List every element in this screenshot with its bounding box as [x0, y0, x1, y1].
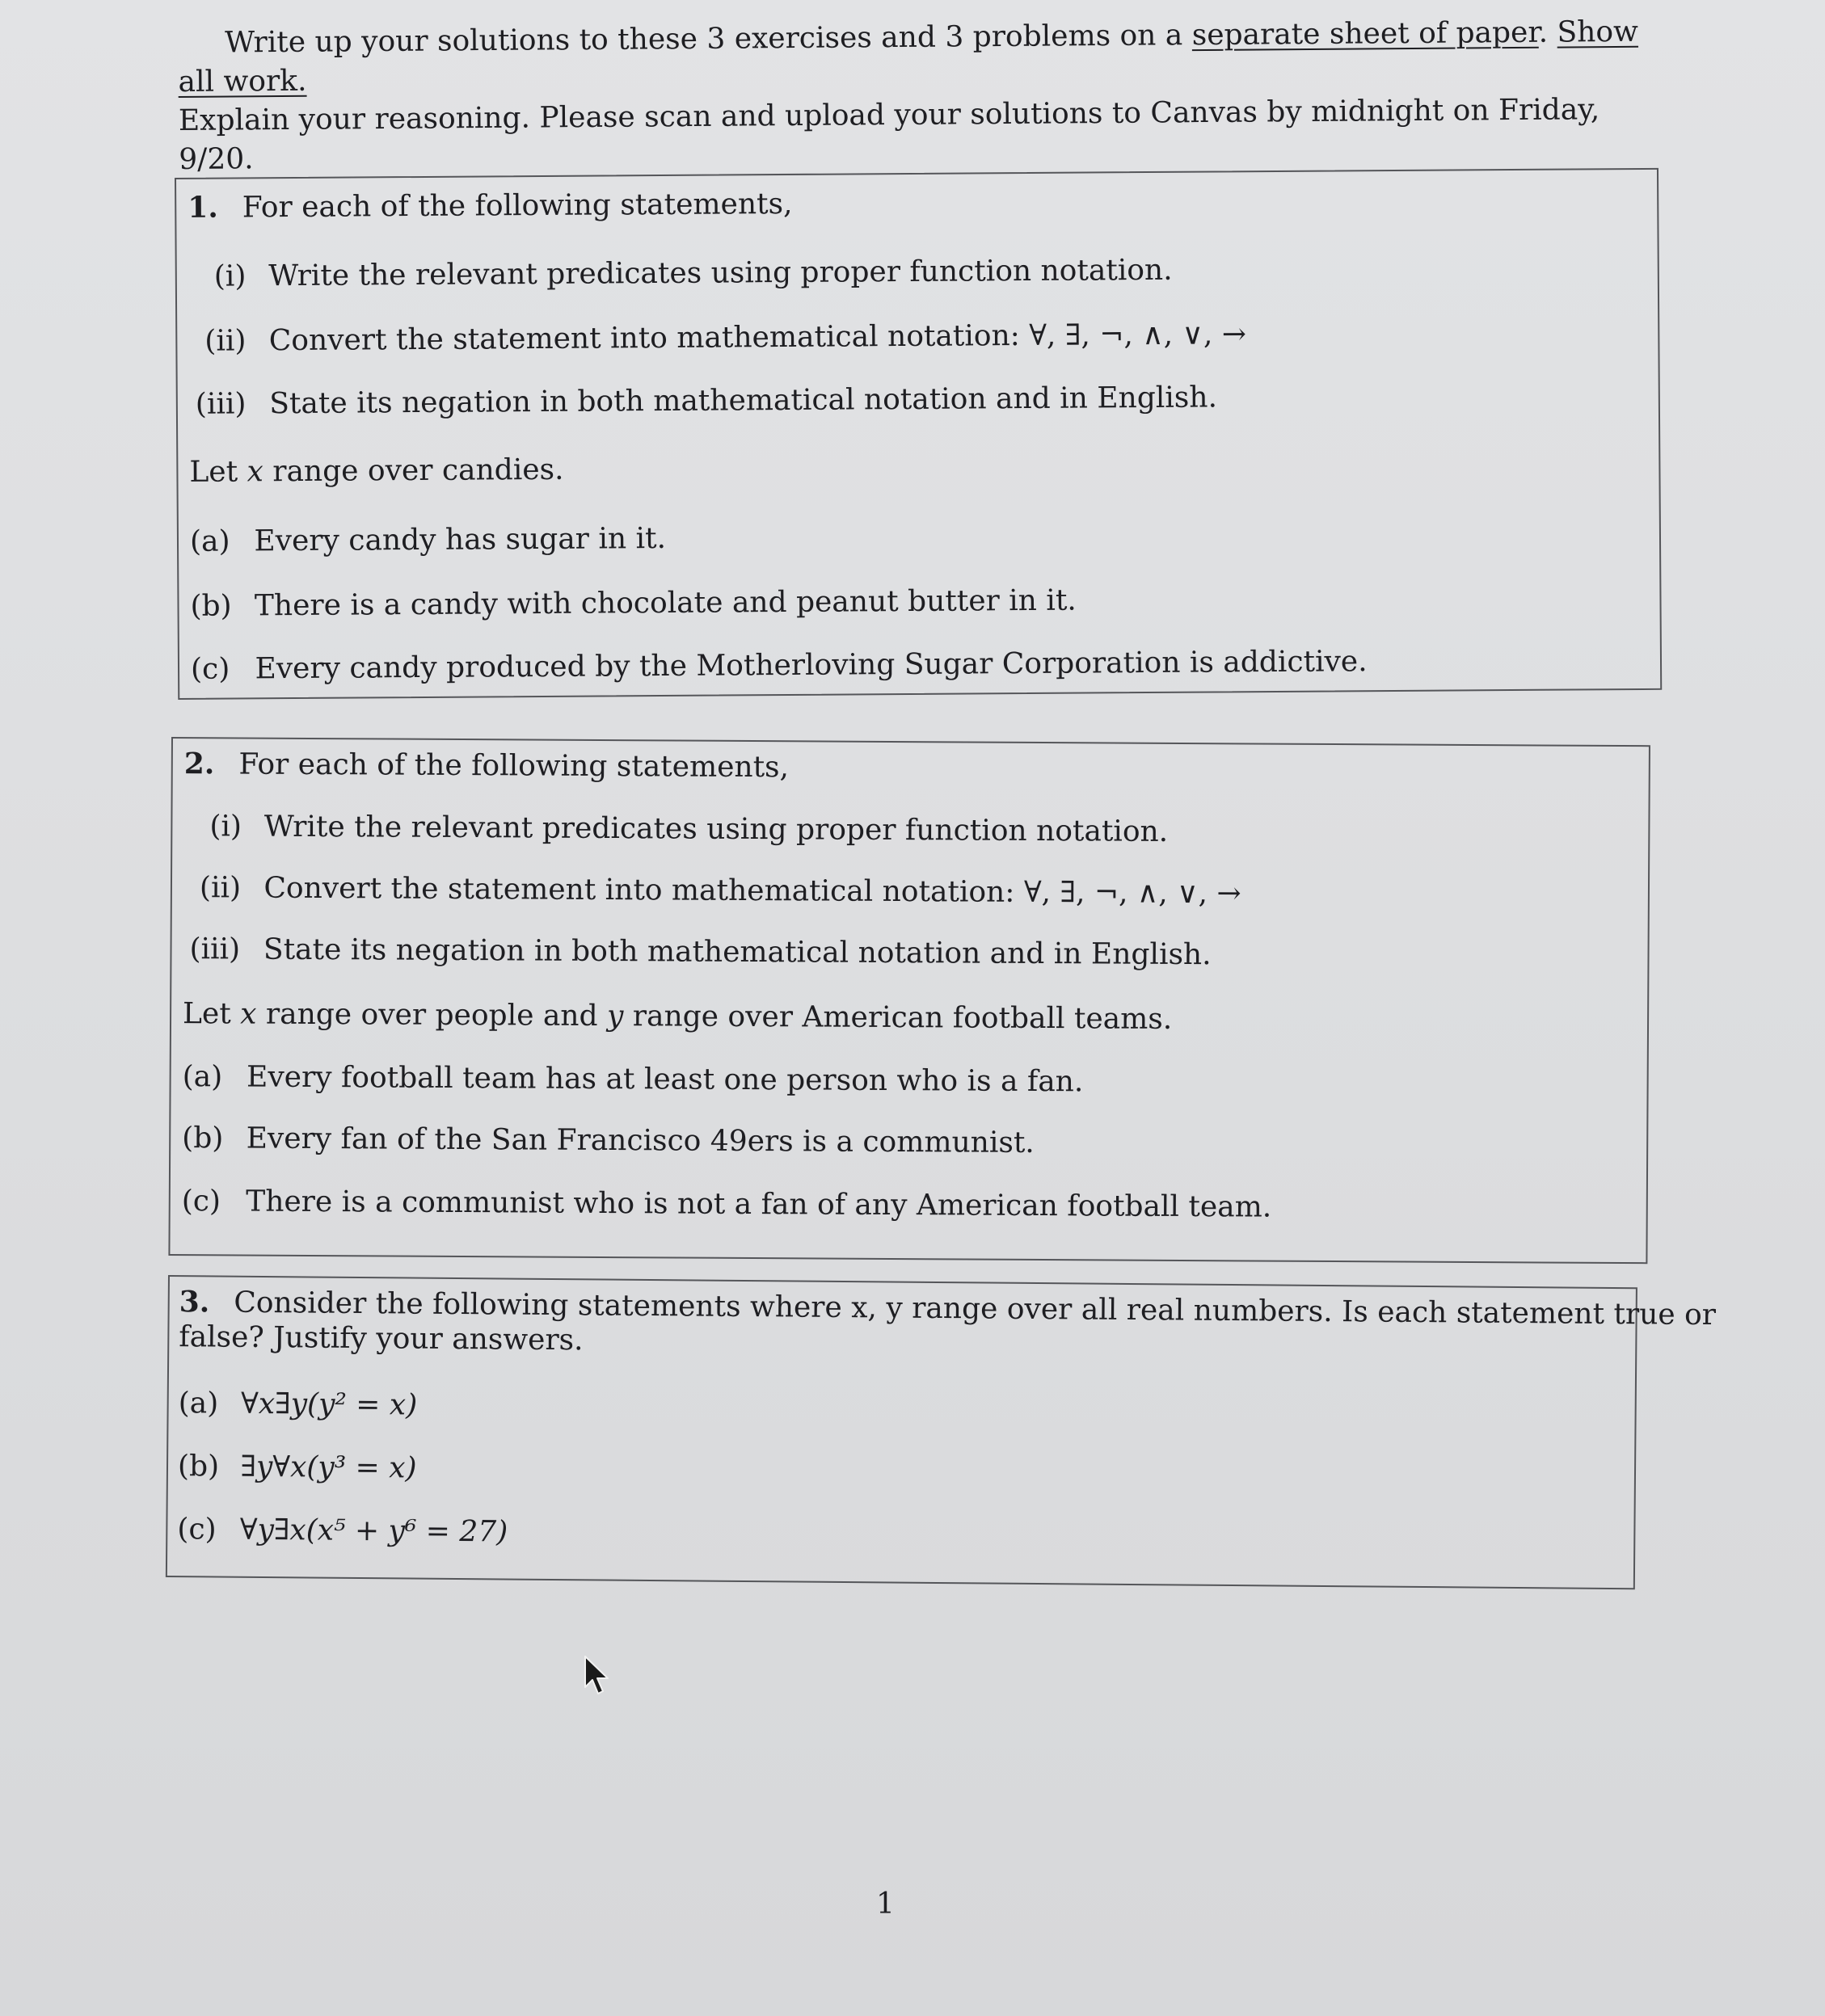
step-text: State its negation in both mathematical notation and in English. — [263, 932, 1212, 972]
problem-2-box — [168, 737, 1650, 1264]
item-label: (b) — [182, 1122, 224, 1155]
problem-1-heading: For each of the following statements, — [242, 187, 793, 225]
item-label: (a) — [189, 524, 230, 558]
domain-variable: y — [606, 1000, 624, 1033]
item-label: (c) — [181, 1185, 221, 1218]
problem-2-item-a — [183, 1060, 1084, 1098]
problem-2-step-iii — [189, 932, 1211, 971]
step-label: (iii) — [189, 932, 241, 966]
problem-1-item-a — [190, 522, 666, 558]
instructions-period: . — [1538, 15, 1549, 49]
problem-3-item-a — [178, 1387, 417, 1421]
problem-1-box — [175, 168, 1662, 700]
step-text: Write the relevant predicates using proper function notation. — [268, 253, 1173, 293]
step-text: Write the relevant predicates using proper function notation. — [263, 810, 1169, 848]
instructions — [178, 12, 1682, 179]
mouse-pointer-icon — [584, 1655, 611, 1697]
domain-text: Let — [189, 455, 247, 489]
problem-1-item-b — [190, 584, 1077, 623]
item-formula: ∀y∃x(x⁵ + y⁶ = 27) — [239, 1513, 508, 1549]
problem-2-item-b — [182, 1122, 1035, 1160]
domain-text: range over people and — [256, 997, 608, 1033]
domain-variable: x — [247, 455, 263, 489]
problem-2-step-ii — [200, 871, 1241, 910]
problem-2-step-i — [209, 810, 1168, 848]
problem-3-heading: Consider the following statements where x, y range over all real numbers. Is each statement true or — [234, 1286, 1717, 1332]
item-text: Every candy has sugar in it. — [254, 521, 667, 558]
item-label: (a) — [178, 1387, 219, 1420]
step-text: State its negation in both mathematical notation and in English. — [269, 381, 1218, 421]
page-number: 1 — [876, 1888, 895, 1921]
item-text: There is a candy with chocolate and peanut butter in it. — [254, 583, 1077, 623]
problem-1-step-i — [214, 254, 1173, 293]
step-label: (iii) — [195, 387, 247, 421]
problem-2-item-c — [182, 1185, 1272, 1224]
item-label: (c) — [177, 1513, 217, 1547]
item-label: (c) — [190, 652, 230, 686]
problem-2-domain — [183, 997, 1172, 1036]
item-text: Every football team has at least one person who is a fan. — [246, 1060, 1084, 1099]
step-label: (ii) — [199, 871, 242, 905]
instructions-show-work: Show all work. — [178, 15, 1639, 99]
item-formula: ∀x∃y(y² = x) — [240, 1387, 418, 1422]
instructions-separate-sheet: separate sheet of paper — [1191, 15, 1539, 53]
problem-2-number: 2. — [183, 747, 215, 781]
problem-1-step-iii — [196, 381, 1217, 420]
item-label: (a) — [182, 1060, 223, 1094]
step-text: Convert the statement into mathematical notation: ∀, ∃, ¬, ∧, ∨, → — [263, 871, 1241, 911]
problem-1-item-c — [191, 645, 1368, 686]
problem-1-number: 1. — [188, 190, 218, 225]
item-text: There is a communist who is not a fan of any American football team. — [246, 1185, 1272, 1224]
step-label: (i) — [209, 810, 242, 844]
instructions-line-1: Write up your solutions to these 3 exercises and 3 problems on a — [225, 19, 1183, 60]
problem-2-heading: For each of the following statements, — [238, 747, 790, 785]
domain-variable: x — [240, 997, 257, 1031]
item-formula: ∃y∀x(y³ = x) — [240, 1450, 417, 1485]
problem-3-box — [166, 1275, 1717, 1589]
problem-3-item-b — [178, 1450, 417, 1484]
item-label: (b) — [177, 1450, 220, 1484]
item-label: (b) — [190, 589, 232, 623]
problem-1-step-ii — [204, 318, 1246, 358]
problem-3-item-c — [177, 1513, 508, 1548]
domain-text: Let — [182, 997, 241, 1031]
item-text: Every candy produced by the Motherloving Sugar Corporation is addictive. — [255, 645, 1368, 686]
item-text: Every fan of the San Francisco 49ers is a communist. — [246, 1122, 1035, 1160]
step-label: (ii) — [204, 324, 247, 358]
problem-3-number: 3. — [179, 1285, 210, 1319]
domain-text: range over American football teams. — [623, 1000, 1173, 1036]
step-label: (i) — [213, 259, 247, 293]
instructions-line-2: Explain your reasoning. Please scan and upload your solutions to Canvas by midnight on Friday, 9/20. — [178, 93, 1600, 176]
problem-3-heading-line-2: false? Justify your answers. — [179, 1320, 584, 1357]
domain-text: range over candies. — [263, 452, 564, 489]
step-text: Convert the statement into mathematical notation: ∀, ∃, ¬, ∧, ∨, → — [268, 318, 1247, 358]
problem-1-domain — [189, 453, 563, 489]
